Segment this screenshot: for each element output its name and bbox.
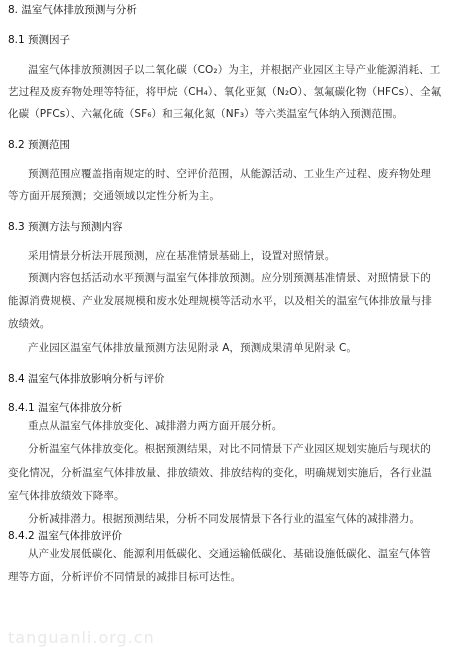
- paragraph-line: 变化情况，分析温室气体排放量、排放绩效、排放结构的变化，明确规划实施后，各行业温: [8, 467, 432, 479]
- paragraph-line: 温室气体排放预测因子以二氧化碳（CO₂）为主，并根据产业园区主导产业能源消耗、工: [28, 64, 441, 76]
- section-8-heading: 8. 温室气体排放预测与分析: [8, 4, 137, 16]
- section-8-3-heading: 8.3 预测方法与预测内容: [8, 221, 123, 233]
- section-8-4-heading: 8.4 温室气体排放影响分析与评价: [8, 373, 165, 385]
- paragraph-line: 放绩效。: [8, 318, 51, 330]
- paragraph-line: 预测内容包括活动水平预测与温室气体排放预测。应分别预测基准情景、对照情景下的: [28, 272, 431, 284]
- section-8-4-1-heading: 8.4.1 温室气体排放分析: [8, 402, 123, 414]
- paragraph-line: 重点从温室气体排放变化、减排潜力两方面开展分析。: [28, 420, 283, 432]
- paragraph-line: 等方面开展预测；交通领域以定性分析为主。: [8, 190, 220, 202]
- paragraph-line: 能源消费规模、产业发展规模和废水处理规模等活动水平，以及相关的温室气体排放量与排: [8, 295, 432, 307]
- paragraph-line: 分析减排潜力。根据预测结果，分析不同发展情景下各行业的温室气体的减排潜力。: [28, 513, 421, 525]
- paragraph-line: 预测范围应覆盖指南规定的时、空评价范围，从能源活动、工业生产过程、废弃物处理: [28, 168, 431, 180]
- section-8-4-2-heading: 8.4.2 温室气体排放评价: [8, 530, 123, 542]
- section-8-1-heading: 8.1 预测因子: [8, 34, 71, 46]
- paragraph-line: 分析温室气体排放变化。根据预测结果，对比不同情景下产业园区规划实施后与现状的: [28, 443, 431, 455]
- paragraph-line: 室气体排放绩效下降率。: [8, 490, 125, 502]
- paragraph-line: 产业园区温室气体排放量预测方法见附录 A，预测成果清单见附录 C。: [28, 342, 357, 354]
- paragraph-line: 化碳（PFCs）、六氟化硫（SF₆）和三氟化氮（NF₃）等六类温室气体纳入预测范围。: [8, 108, 404, 120]
- paragraph-line: 采用情景分析法开展预测，应在基准情景基础上，设置对照情景。: [28, 250, 336, 262]
- paragraph-line: 理等方面，分析评价不同情景的减排目标可达性。: [8, 571, 242, 583]
- paragraph-line: 艺过程及废弃物处理等特征，将甲烷（CH₄）、氧化亚氮（N₂O）、氢氟碳化物（HFCs）、全氟: [8, 86, 442, 98]
- watermark: tanguanli.org.cn: [8, 628, 155, 647]
- section-8-2-heading: 8.2 预测范围: [8, 139, 71, 151]
- paragraph-line: 从产业发展低碳化、能源利用低碳化、交通运输低碳化、基础设施低碳化、温室气体管: [28, 548, 431, 560]
